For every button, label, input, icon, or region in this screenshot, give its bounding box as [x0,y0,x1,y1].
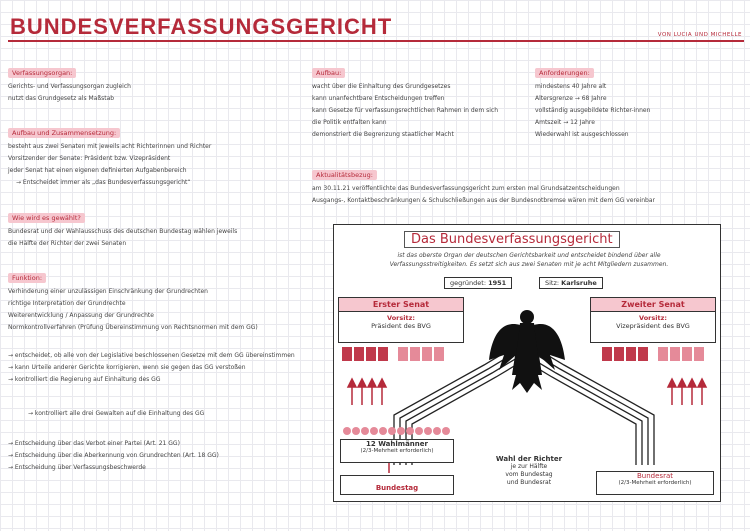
founded-box [444,277,512,289]
seat-value: Karlsruhe [561,279,597,287]
text-line: am 30.11.21 veröffentlichte das Bundesverfassungsgericht zum ersten mal Grundsatzentscheidungen [312,185,620,192]
text-line: Gerichts- und Verfassungsorgan zugleich [8,83,131,90]
text-line: jeder Senat hat einen eigenen definierten Aufgabenbereich [8,167,187,174]
page-title: BUNDESVERFASSUNGSGERICHT [10,14,393,39]
text-line: → entscheidet, ob alle von der Legislative beschlossenen Gesetze mit dem GG übereinstimmen [8,352,295,359]
first-senate-chair-label: Vorsitz: [387,314,415,322]
section-funktion [8,265,258,334]
first-senate-title: Erster Senat [339,298,463,312]
diagram-subtitle: Verfassungsstreitigkeiten. Es setzt sich aus zwei Senaten mit je acht Mitgliedern zusammen. [389,261,669,268]
text-line: → Entscheidung über Verfassungsbeschwerde [8,464,146,471]
founded-label: gegründet: [450,279,487,287]
richter-wahl-title: Wahl der Richter [495,455,563,463]
section-heading: Aktualitätsbezug: [312,170,377,180]
section-aktualitaet [312,162,655,207]
section-wahl [8,205,237,250]
text-line: richtige Interpretation der Grundrechte [8,300,126,307]
section-entscheidungen [8,438,219,474]
richter-wahl-line: vom Bundestag [505,471,553,478]
second-senate-title: Zweiter Senat [591,298,715,312]
text-line: Altersgrenze → 68 Jahre [535,95,607,102]
text-line: demonstriert die Begrenzung staatlicher Macht [312,131,454,138]
text-line: vollständig ausgebildete Richter-innen [535,107,651,114]
text-line: kann unanfechtbare Entscheidungen treffen [312,95,445,102]
first-senate-box [338,297,464,343]
text-line: besteht aus zwei Senaten mit jeweils acht Richterinnen und Richter [8,143,212,150]
first-senate-chair: Präsident des BVG [371,322,431,330]
section-anforderungen [535,60,650,141]
richter-wahl-text [484,455,574,487]
text-line: Wiederwahl ist ausgeschlossen [535,131,629,138]
bundestag-label: Bundestag [375,484,419,492]
second-senate-box [590,297,716,343]
text-line: → kontrolliert die Regierung auf Einhaltung des GG [8,376,161,383]
section-verfassungsorgan [8,60,131,105]
diagram-title: Das Bundesverfassungsgericht [404,231,620,248]
text-line: Weiterentwicklung / Anpassung der Grundrechte [8,312,154,319]
bundesrat-title: Bundesrat [637,472,673,480]
founded-year: 1951 [488,279,507,287]
second-senate-chair: Vizepräsident des BVG [616,322,690,330]
section-heading: Wie wird es gewählt? [8,213,85,223]
bundesrat-majority: (2/3-Mehrheit erforderlich) [618,480,692,486]
bundestag-box [340,475,454,495]
section-heading: Anforderungen: [535,68,594,78]
section-kontrolle [28,408,204,420]
diagram-subtitle: ist das oberste Organ der deutschen Gerichtsbarkeit und entscheidet bindend über alle [397,252,661,259]
richter-wahl-line: und Bundesrat [506,479,552,486]
text-line: nutzt das Grundgesetz als Maßstab [8,95,115,102]
text-line: die Hälfte der Richter der zwei Senaten [8,240,127,247]
bverfg-diagram [333,224,721,502]
text-line: kann Gesetze für verfassungsrechtlichen Rahmen in dem sich [312,107,498,114]
text-line: Ausgangs-, Kontaktbeschränkungen & Schulschließungen aus der Bundesnotbremse wären mit dem GG vereinbar [312,197,655,204]
eagle-icon [489,310,565,393]
section-heading: Aufbau: [312,68,345,78]
section-heading: Aufbau und Zusammensetzung: [8,128,120,138]
text-line: → Entscheidet immer als „das Bundesverfassungsgericht“ [16,179,191,186]
richter-wahl-line: je zur Hälfte [510,463,548,470]
text-line: mindestens 40 Jahre alt [535,83,607,90]
text-line: → Entscheidung über das Verbot einer Partei (Art. 21 GG) [8,440,180,447]
wahlmaenner-majority: (2/3-Mehrheit erforderlich) [360,448,434,454]
wahlmaenner-title: 12 Wahlmänner [366,440,428,448]
second-senate-chair-label: Vorsitz: [639,314,667,322]
author-credit: VON LUCIA UND MICHELLE [657,32,742,38]
wahlmaenner-box [340,439,454,463]
text-line: Amtszeit → 12 Jahre [535,119,595,126]
text-line: wacht über die Einhaltung des Grundgesetzes [312,83,451,90]
text-line: → kann Urteile anderer Gerichte korrigieren, wenn sie gegen das GG verstoßen [8,364,246,371]
seat-label: Sitz: [545,279,560,287]
text-line: Bundesrat und der Wahlausschuss des deutschen Bundestag wählen jeweils [8,228,238,235]
section-funktion-details [8,350,295,386]
text-line: Normkontrollverfahren (Prüfung Übereinstimmung von Rechtsnormen mit dem GG) [8,324,258,331]
text-line: → kontrolliert alle drei Gewalten auf die Einhaltung des GG [28,410,205,417]
section-aufbau [312,60,498,141]
seat-box [539,277,603,289]
text-line: → Entscheidung über die Aberkennung von Grundrechten (Art. 18 GG) [8,452,219,459]
section-heading: Verfassungsorgan: [8,68,76,78]
text-line: Verhinderung einer unzulässigen Einschränkung der Grundrechten [8,288,208,295]
section-aufbau-zusammensetzung [8,120,211,189]
title-underline [8,40,744,42]
text-line: die Politik entfalten kann [312,119,387,126]
bundesrat-box [596,471,714,495]
text-line: Vorsitzender der Senate: Präsident bzw. Vizepräsident [8,155,171,162]
section-heading: Funktion: [8,273,46,283]
